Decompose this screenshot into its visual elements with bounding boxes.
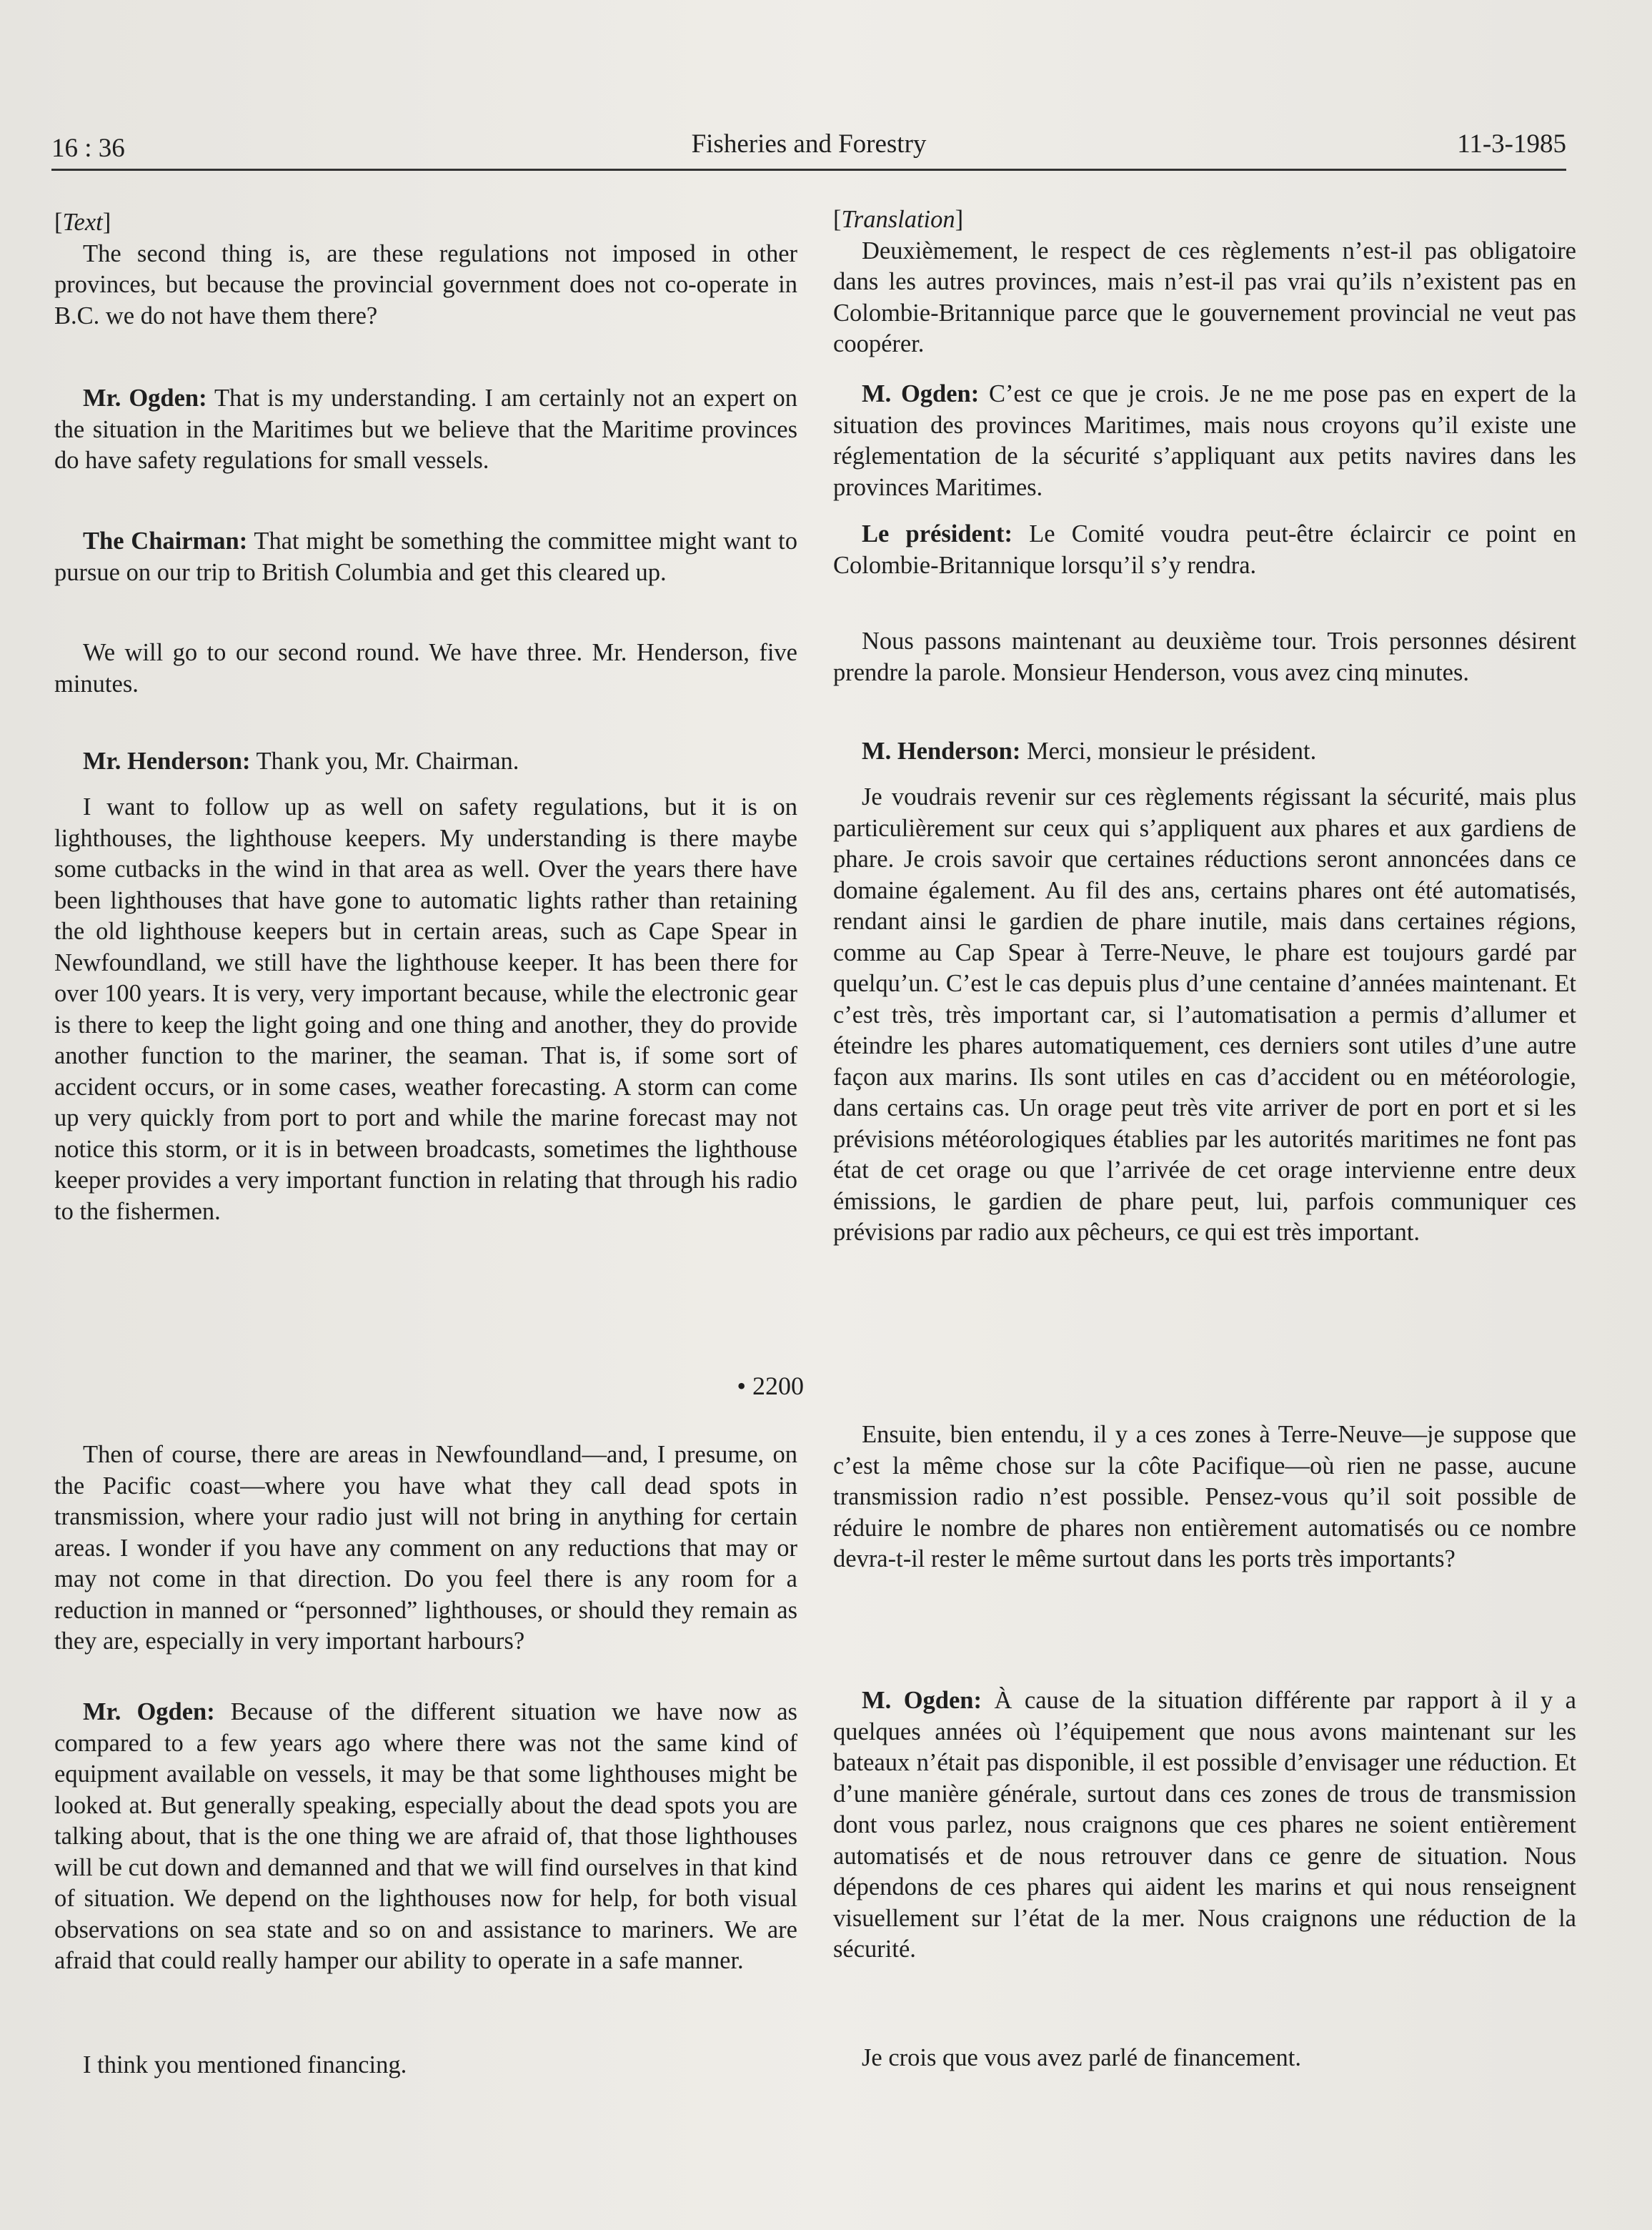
french-column-block — [833, 519, 1576, 581]
speaker-name: Le président: — [862, 520, 1013, 547]
paragraph: Mr. Ogden: That is my understanding. I am certainly not an expert on the situation in the Maritimes but we believe that the Maritime provinces do have safety regulations for small vessels. — [54, 385, 797, 474]
page-header — [51, 129, 1566, 172]
french-column-block — [833, 1419, 1576, 1575]
paragraph: Je voudrais revenir sur ces règlements régissant la sécurité, mais plus particulièrement sur ceux qui s’appliquent aux phares et aux gardiens de phare. Je crois savoir que certaines réductions seront annoncées dans ce domaine également. Au fil des ans, certains phares ont été automatisés, rendant ainsi le gardien de phare inutile, mais dans certaines régions, comme au Cap Spear à Terre-Neuve, le phare est toujours gardé par quelqu’un. C’est le cas depuis plus d’une centaine d’années maintenant. Et c’est très, très important car, si l’automatisation a permis d’allumer et éteindre les phares automatiquement, ces derniers sont utiles d’une autre façon aux marins. Ils sont utiles en cas d’accident ou en météorologie, dans certains cas. Un orage peut très vite arriver de port en port et si les prévisions météorologiques établies par les autorités maritimes ne font pas état de cet orage ou que l’arrivée de cet orage intervienne entre deux émissions, le gardien de phare peut, lui, parfois communiquer ces prévisions par radio aux pêcheurs, ce qui est très important. — [833, 783, 1576, 1246]
french-column-block — [833, 782, 1576, 1249]
english-column-block — [54, 1697, 797, 1977]
paragraph: Je crois que vous avez parlé de financement. — [862, 2044, 1301, 2071]
english-column-block — [54, 638, 797, 700]
french-column-block — [833, 1685, 1576, 1966]
paragraph: We will go to our second round. We have three. Mr. Henderson, five minutes. — [54, 639, 797, 698]
speaker-name: M. Ogden: — [862, 380, 980, 407]
speaker-name: The Chairman: — [83, 527, 248, 555]
paragraph: Then of course, there are areas in Newfoundland—and, I presume, on the Pacific coast—where you have what they call dead spots in transmission, where your radio just will not bring in anything for certain areas. I wonder if you have any comment on any reductions that may or may not come in that direction. Do you feel there is any room for a reduction in manned or “personned” lighthouses, or should they remain as they are, especially in very important harbours? — [54, 1441, 797, 1655]
time-marker: • 2200 — [737, 1372, 804, 1400]
french-column-block — [833, 379, 1576, 503]
speaker-name: Mr. Ogden: — [83, 1698, 215, 1725]
paragraph: M. Ogden: À cause de la situation différente par rapport à il y a quelques années où l’équipement que nous avons maintenant sur les bateaux n’était pas disponible, il est possible d’envisager une réduction. Et d’une manière générale, surtout dans ces zones de trous de transmission dont vous parlez, nous craignons que ces phares ne soient entièrement automatisés et de nous retrouver dans ce genre de situation. Nous dépendons de ces phares qui aident les marins et qui nous renseignent visuellement sur l’état de la mer. Nous craignons une réduction de la sécurité. — [833, 1687, 1576, 1963]
speaker-name: Mr. Henderson: — [83, 748, 251, 775]
paragraph: Ensuite, bien entendu, il y a ces zones à Terre-Neuve—je suppose que c’est la même chose sur la côte Pacifique—où rien ne passe, aucune transmission radio n’est possible. Pensez-vous qu’il soit possible de réduire le nombre de phares non entièrement automatisés ou ce nombre devra-t-il rester le même surtout dans les ports très importants? — [833, 1421, 1576, 1572]
paragraph: M. Henderson: Merci, monsieur le président. — [862, 738, 1317, 765]
french-column-block — [833, 626, 1576, 688]
speaker-name: M. Henderson: — [862, 738, 1021, 765]
english-column-block — [54, 383, 797, 477]
french-column — [833, 204, 1576, 360]
speaker-name: Mr. Ogden: — [83, 385, 207, 412]
paragraph: Deuxièmement, le respect de ces règlements n’est-il pas obligatoire dans les autres provinces, mais n’est-il pas vrai qu’ils n’existent pas en Colombie-Britannique parce que le gouvernement provincial ne veut pas coopérer. — [833, 237, 1576, 357]
paragraph: Mr. Henderson: Thank you, Mr. Chairman. — [83, 748, 519, 775]
english-column-block — [54, 2050, 797, 2081]
header-date: 11-3-1985 — [1457, 129, 1566, 159]
paragraph: The Chairman: That might be something the committee might want to pursue on our trip to British Columbia and get this cleared up. — [54, 527, 797, 586]
speaker-name: M. Ogden: — [862, 1687, 982, 1714]
french-column-block — [833, 2043, 1576, 2074]
paragraph: Nous passons maintenant au deuxième tour. Trois personnes désirent prendre la parole. Monsieur Henderson, vous avez cinq minutes. — [833, 628, 1576, 686]
paragraph: The second thing is, are these regulations not imposed in other provinces, but because the provincial government does not co-operate in B.C. we do not have them there? — [54, 239, 797, 329]
paragraph: M. Ogden: C’est ce que je crois. Je ne me pose pas en expert de la situation des provinces Maritimes, mais nous croyons qu’il existe une réglementation de la sécurité s’appliquant aux petits navires dans les provinces Maritimes. — [833, 380, 1577, 501]
paragraph: Le président: Le Comité voudra peut-être éclaircir ce point en Colombie-Britannique lorsqu’il s’y rendra. — [833, 520, 1576, 579]
section-tag: [Translation] — [833, 206, 964, 233]
english-column — [54, 207, 797, 332]
paragraph: I think you mentioned financing. — [83, 2051, 407, 2078]
english-column-block — [54, 746, 797, 778]
running-title: Fisheries and Forestry — [691, 129, 927, 159]
header-rule — [51, 169, 1566, 171]
english-column-block — [54, 526, 797, 588]
french-column-block — [833, 736, 1576, 768]
paragraph: Mr. Ogden: Because of the different situation we have now as compared to a few years ago where there was not the same kind of equipment available on vessels, it may be that some lighthouses might be looked at. But generally speaking, especially about the dead spots you are talking about, that is the one thing we are afraid of, that those lighthouses will be cut down and demanned and that we will find ourselves in that kind of situation. We depend on the lighthouses now for help, for both visual observations on sea state and so on and assistance to mariners. We are afraid that could really hamper our ability to operate in a safe manner. — [54, 1698, 797, 1974]
english-column-block — [54, 792, 797, 1227]
paragraph: I want to follow up as well on safety regulations, but it is on lighthouses, the lighthouse keepers. My understanding is there maybe some cutbacks in the wind in that area as well. Over the years there have been lighthouses that have gone to automatic lights rather than retaining the old lighthouse keepers but in certain areas, such as Cape Spear in Newfoundland, we still have the lighthouse keeper. It has been there for over 100 years. It is very, very important because, while the electronic gear is there to keep the light going and one thing and another, they do provide another function to the mariner, the seaman. That is, if some sort of accident occurs, or in some cases, weather forecasting. A storm can come up very quickly from port to port and while the marine forecast may not notice this storm, or it is in between broadcasts, sometimes the lighthouse keeper provides a very important function in relating that through his radio to the fishermen. — [54, 793, 797, 1225]
page-number: 16 : 36 — [51, 134, 125, 163]
section-tag: [Text] — [54, 209, 111, 236]
english-column-block — [54, 1439, 797, 1657]
